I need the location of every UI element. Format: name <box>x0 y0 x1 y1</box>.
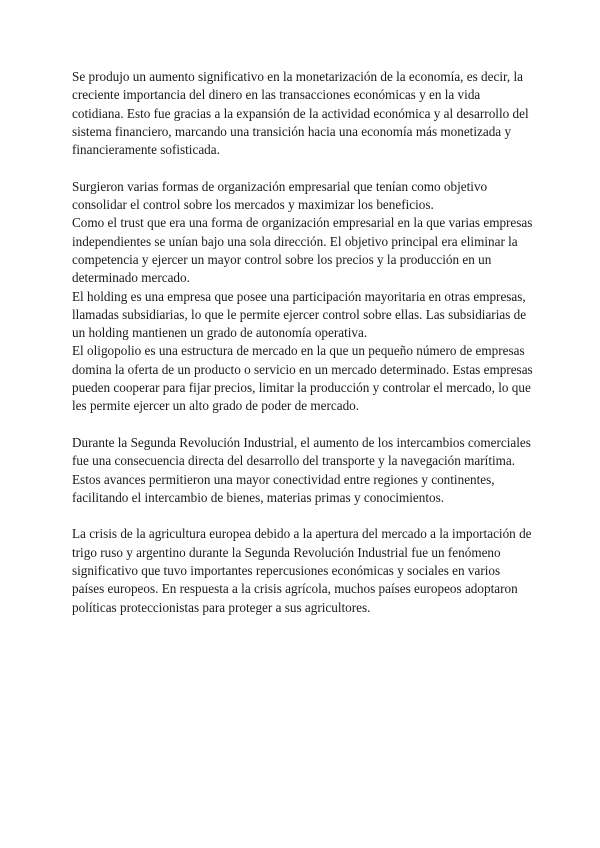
paragraph-line-trust: Como el trust que era una forma de organización empresarial en la que varias empresas independientes se unían bajo una sola dirección. El objetivo principal era eliminar la competencia y ejercer un mayor control sobre los precios y la producción en un determinado mercado. <box>72 215 533 286</box>
paragraph-line-oligopoly: El oligopolio es una estructura de mercado en la que un pequeño número de empresas domina la oferta de un producto o servicio en un mercado determinado. Estas empresas pueden cooperar para fijar precios, limitar la producción y controlar el mercado, lo que les permite ejercer un alto grado de poder de mercado. <box>72 343 533 414</box>
paragraph-agricultural-crisis <box>72 525 534 616</box>
paragraph-line-holding: El holding es una empresa que posee una participación mayoritaria en otras empresas, llamadas subsidiarias, lo que le permite ejercer control sobre ellas. Las subsidiarias de un holding mantienen un grado de autonomía operativa. <box>72 288 527 341</box>
paragraph-text: Durante la Segunda Revolución Industrial, el aumento de los intercambios comerciales fue una consecuencia directa del desarrollo del transporte y la navegación marítima. Estos avances permitieron una mayor conectividad entre regiones y continentes, facilitando el intercambio de bienes, materias primas y conocimientos. <box>72 434 531 505</box>
paragraph-business-organization <box>72 178 534 416</box>
paragraph-text: La crisis de la agricultura europea debido a la apertura del mercado a la importación de trigo ruso y argentino durante la Segunda Revolución Industrial fue un fenómeno significativo que tuvo importantes repercusiones económicas y sociales en varios países europeos. En respuesta a la crisis agrícola, muchos países europeos adoptaron políticas proteccionistas para proteger a sus agricultores. <box>72 526 532 615</box>
paragraph-text: Se produjo un aumento significativo en la monetarización de la economía, es decir, la creciente importancia del dinero en las transacciones económicas y en la vida cotidiana. Esto fue gracias a la expansión de la actividad económica y al desarrollo del sistema financiero, marcando una transición hacia una economía más monetizada y financieramente sofisticada. <box>72 69 529 158</box>
paragraph-line-intro: Surgieron varias formas de organización empresarial que tenían como objetivo consolidar el control sobre los mercados y maximizar los beneficios. <box>72 178 488 213</box>
paragraph-trade <box>72 434 534 507</box>
document-body <box>72 68 534 617</box>
paragraph-monetization <box>72 68 534 159</box>
